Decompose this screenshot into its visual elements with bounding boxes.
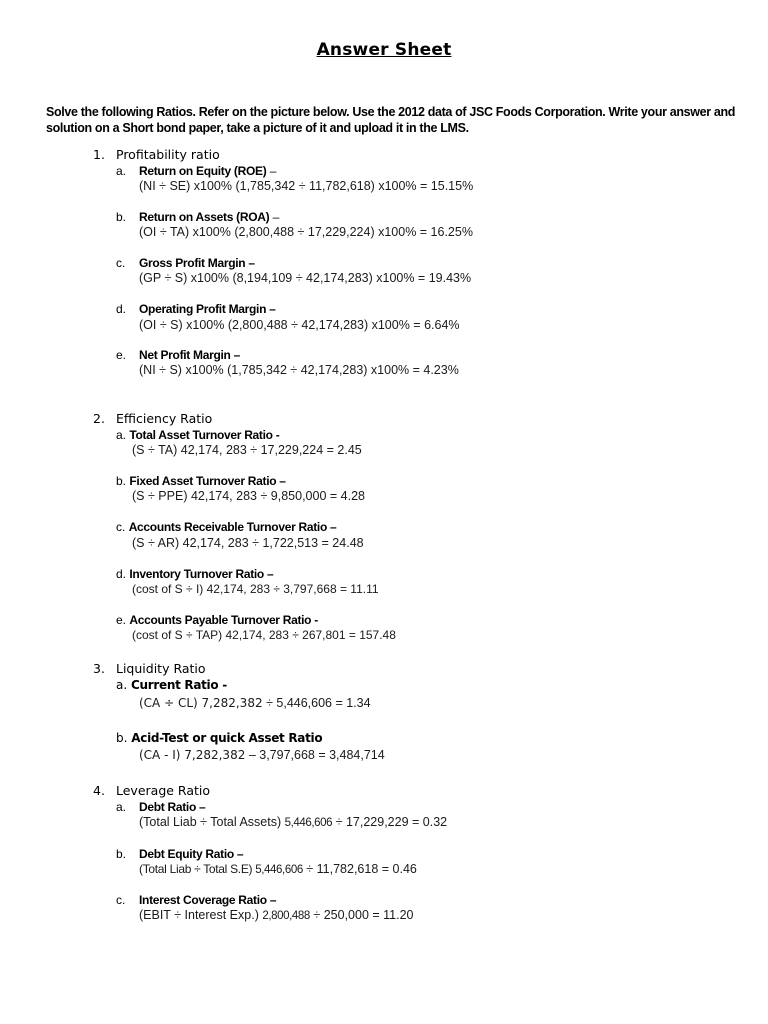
item-roa (116, 210, 279, 225)
item-name: Debt Ratio – (139, 800, 206, 814)
solution-interest-coverage-ratio (139, 908, 414, 924)
item-letter: e. (116, 613, 127, 627)
section-profitability (93, 147, 220, 162)
solution-value: 5,446,606 (255, 864, 303, 876)
solution-value: 2,800,488 (262, 910, 310, 922)
solution-roe: (NI ÷ SE) x100% (1,785,342 ÷ 11,782,618) x100% = 15.15% (139, 179, 474, 193)
section-liquidity (93, 661, 206, 676)
item-name: Accounts Receivable Turnover Ratio – (128, 520, 337, 534)
solution-operating-profit-margin: (OI ÷ S) x100% (2,800,488 ÷ 42,174,283) x100% = 6.64% (139, 318, 460, 332)
item-name: Return on Assets (ROA) (139, 210, 270, 224)
item-acid-test-ratio (116, 731, 322, 746)
section-efficiency (93, 411, 212, 426)
instructions: Solve the following Ratios. Refer on the picture below. Use the 2012 data of JSC Foods Corporation. Write your answer and solution on a Short bond paper, take a picture of it and upload it in the LMS. (46, 105, 736, 135)
solution-current-ratio (139, 696, 371, 711)
item-name: Interest Coverage Ratio – (139, 893, 277, 907)
page-title: Answer Sheet (316, 40, 452, 60)
solution-result: ÷ 11,782,618 = 0.46 (302, 862, 417, 876)
solution-result: ÷ 5,446,606 = 1.34 (262, 696, 371, 710)
item-name: Acid-Test or quick Asset Ratio (131, 731, 323, 745)
section-title: Liquidity Ratio (116, 661, 206, 676)
item-interest-coverage-ratio (116, 893, 276, 908)
item-letter: a. (116, 800, 127, 814)
solution-result: ÷ 17,229,229 = 0.32 (332, 815, 448, 829)
solution-formula: (CA - I) 7,282,382 (139, 748, 246, 762)
item-current-ratio (116, 678, 227, 693)
item-dash: – (269, 210, 280, 224)
item-net-profit-margin (116, 348, 240, 363)
item-letter: d. (116, 567, 127, 581)
item-name: Operating Profit Margin – (139, 302, 276, 316)
item-debt-ratio (116, 800, 205, 815)
solution-accounts-receivable-turnover: (S ÷ AR) 42,174, 283 ÷ 1,722,513 = 24.48 (132, 536, 364, 550)
item-letter: b. (116, 210, 127, 224)
solution-gross-profit-margin: (GP ÷ S) x100% (8,194,109 ÷ 42,174,283) x100% = 19.43% (139, 271, 472, 285)
item-name: Gross Profit Margin – (139, 256, 255, 270)
solution-debt-ratio (139, 815, 447, 831)
section-title: Leverage Ratio (116, 783, 211, 798)
item-accounts-receivable-turnover (116, 520, 336, 535)
item-name: Debt Equity Ratio – (139, 847, 244, 861)
item-name: Net Profit Margin – (139, 348, 240, 362)
item-debt-equity-ratio (116, 847, 243, 862)
section-number: 3. (93, 661, 105, 676)
solution-formula: (CA ÷ CL) 7,282,382 (139, 696, 263, 710)
solution-total-asset-turnover: (S ÷ TA) 42,174, 283 ÷ 17,229,224 = 2.45 (132, 443, 362, 457)
solution-acid-test-ratio (139, 748, 385, 763)
section-number: 1. (93, 147, 105, 162)
item-letter: a. (116, 428, 127, 442)
item-letter: c. (116, 520, 126, 534)
item-name: Fixed Asset Turnover Ratio – (129, 474, 286, 488)
item-gross-profit-margin (116, 256, 255, 271)
solution-fixed-asset-turnover: (S ÷ PPE) 42,174, 283 ÷ 9,850,000 = 4.28 (132, 489, 365, 503)
item-letter: c. (116, 256, 126, 270)
item-accounts-payable-turnover (116, 613, 318, 628)
item-name: Accounts Payable Turnover Ratio - (129, 613, 318, 627)
section-leverage (93, 783, 210, 798)
section-number: 4. (93, 783, 105, 798)
solution-accounts-payable-turnover: (cost of S ÷ TAP) 42,174, 283 ÷ 267,801 = 157.48 (132, 628, 396, 642)
item-letter: b. (116, 847, 127, 861)
solution-formula: (EBIT ÷ Interest Exp.) (139, 908, 263, 922)
item-name: Return on Equity (ROE) (139, 164, 267, 178)
item-name: Current Ratio - (131, 678, 227, 692)
solution-result: ÷ 250,000 = 11.20 (309, 908, 414, 922)
solution-debt-equity-ratio (139, 862, 417, 878)
item-dash: – (266, 164, 277, 178)
section-title: Profitability ratio (116, 147, 220, 162)
item-fixed-asset-turnover (116, 474, 286, 489)
item-name: Total Asset Turnover Ratio - (129, 428, 280, 442)
section-title: Efficiency Ratio (116, 411, 213, 426)
solution-result: – 3,797,668 = 3,484,714 (245, 748, 385, 762)
solution-formula: (Total Liab ÷ Total S.E) (139, 862, 256, 876)
solution-value: 5,446,606 (284, 817, 333, 829)
item-total-asset-turnover (116, 428, 279, 443)
item-letter: a. (116, 164, 127, 178)
item-roe (116, 164, 276, 179)
item-name: Inventory Turnover Ratio – (129, 567, 274, 581)
solution-inventory-turnover: (cost of S ÷ I) 42,174, 283 ÷ 3,797,668 = 11.11 (132, 582, 379, 596)
item-letter: b. (116, 731, 128, 745)
item-inventory-turnover (116, 567, 273, 582)
item-letter: d. (116, 302, 127, 316)
solution-net-profit-margin: (NI ÷ S) x100% (1,785,342 ÷ 42,174,283) x100% = 4.23% (139, 363, 459, 377)
item-operating-profit-margin (116, 302, 276, 317)
section-number: 2. (93, 411, 105, 426)
item-letter: b. (116, 474, 127, 488)
item-letter: a. (116, 678, 128, 692)
solution-formula: (Total Liab ÷ Total Assets) (139, 815, 285, 829)
item-letter: c. (116, 893, 126, 907)
solution-roa: (OI ÷ TA) x100% (2,800,488 ÷ 17,229,224) x100% = 16.25% (139, 225, 473, 239)
item-letter: e. (116, 348, 127, 362)
